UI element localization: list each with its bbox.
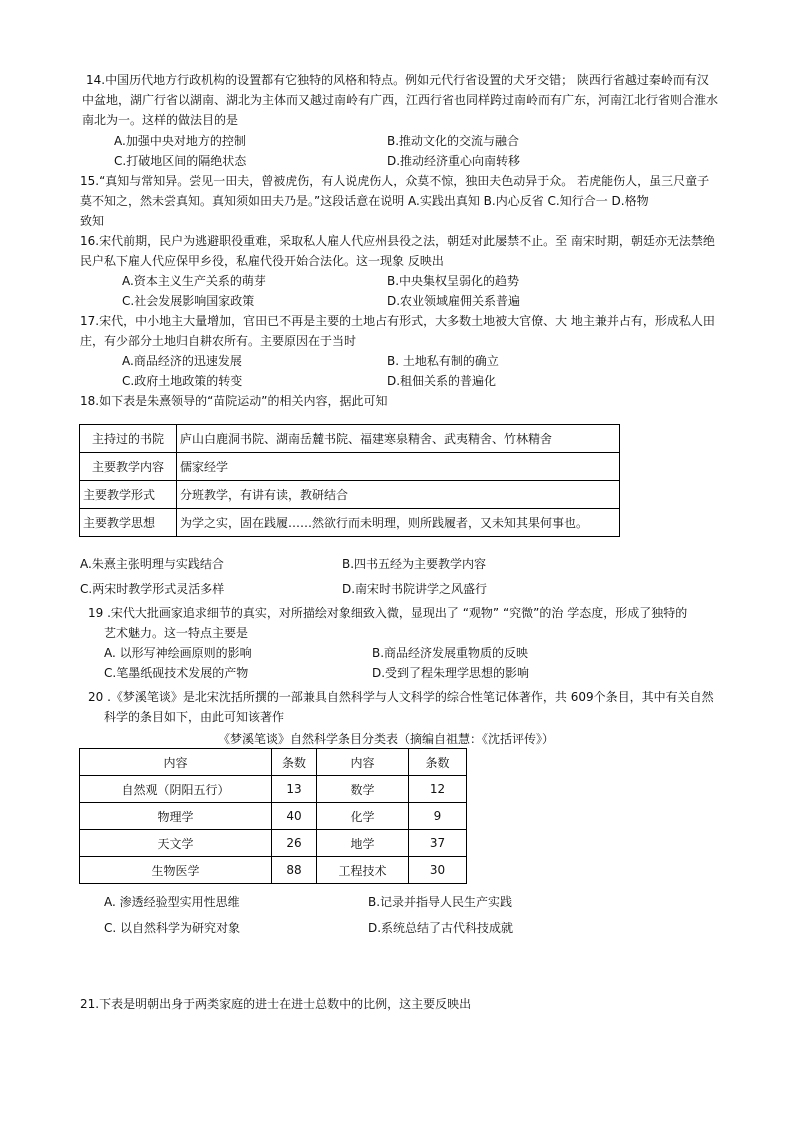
table-cell: 化学 (317, 803, 409, 830)
q18-option-c: C.两宋时教学形式灵活多样 (80, 582, 225, 596)
table-row (80, 803, 467, 830)
table-cell: 9 (409, 803, 467, 830)
q18-option-b: B.四书五经为主要教学内容 (342, 557, 487, 571)
table-cell: 40 (272, 803, 317, 830)
table-header-cell: 内容 (80, 749, 272, 776)
table-cell: 88 (272, 857, 317, 884)
q19-option-c: C.笔墨纸砚技术发展的产物 (104, 666, 249, 680)
q15-stem-line3: 致知 (80, 214, 105, 228)
table-cell: 12 (409, 776, 467, 803)
q19-option-d: D.受到了程朱理学思想的影响 (372, 666, 530, 680)
q14-stem-line1: 14.中国历代地方行政机构的设置都有它独特的风格和特点。例如元代行省设置的犬牙交错； 陕西行省越过秦岭而有汉 (86, 73, 709, 87)
q20-stem-line1: 20 .《梦溪笔谈》是北宋沈括所撰的一部兼具自然科学与人文科学的综合性笔记体著作，共 609个条目，其中有关自然 (88, 690, 714, 704)
q16-option-d: D.农业领域雇佣关系普遍 (387, 294, 521, 308)
table-row (80, 453, 620, 481)
table-cell: 儒家经学 (177, 453, 620, 481)
table-cell: 自然观（阴阳五行） (80, 776, 272, 803)
table-cell: 天文学 (80, 830, 272, 857)
q19-option-b: B.商品经济发展重物质的反映 (372, 646, 529, 660)
q18-option-d: D.南宋时书院讲学之风盛行 (342, 582, 488, 596)
table-cell: 庐山白鹿洞书院、湖南岳麓书院、福建寒泉精舍、武夷精舍、竹林精舍 (177, 425, 620, 453)
q14-option-d: D.推动经济重心向南转移 (387, 154, 521, 168)
q17-option-a: A.商品经济的迅速发展 (122, 354, 242, 368)
q15-stem-line2: 莫不知之，然未尝真知。真知须如田夫乃是。”这段话意在说明 A.实践出真知 B.内心反省 C.知行合一 D.格物 (80, 194, 649, 208)
table-cell: 30 (409, 857, 467, 884)
q20-option-d: D.系统总结了古代科技成就 (368, 921, 514, 935)
table-row (80, 509, 620, 537)
q14-option-a: A.加强中央对地方的控制 (114, 134, 246, 148)
q16-option-b: B.中央集权呈弱化的趋势 (387, 274, 520, 288)
table-cell: 工程技术 (317, 857, 409, 884)
q18-table (79, 424, 620, 537)
table-cell: 主持过的书院 (80, 425, 177, 453)
q16-stem-line2: 民户私下雇人代应保甲乡役，私雇代役开始合法化。这一现象 反映出 (80, 254, 444, 268)
table-header-cell: 条数 (272, 749, 317, 776)
q18-stem: 18.如下表是朱熹领导的“苗院运动”的相关内容，据此可知 (80, 394, 388, 408)
q19-option-a: A. 以形写神绘画原则的影响 (104, 646, 252, 660)
q15-stem-line1: 15.“真知与常知异。尝见一田夫，曾被虎伤，有人说虎伤人，众莫不惊，独田夫色动异于众。 若虎能伤人，虽三尺童子 (80, 174, 710, 188)
table-header-cell: 内容 (317, 749, 409, 776)
table-cell: 地学 (317, 830, 409, 857)
q16-option-a: A.资本主义生产关系的萌芽 (122, 274, 266, 288)
q19-stem-line2: 艺术魅力。这一特点主要是 (104, 626, 249, 640)
q14-option-c: C.打破地区间的隔绝状态 (114, 154, 247, 168)
q16-option-c: C.社会发展影响国家政策 (122, 294, 255, 308)
q14-stem-line3: 南北为一。这样的做法目的是 (82, 113, 239, 127)
q21-stem: 21.下表是明朝出身于两类家庭的进士在进士总数中的比例，这主要反映出 (80, 997, 472, 1011)
q17-option-d: D.租佃关系的普遍化 (387, 374, 497, 388)
table-cell: 生物医学 (80, 857, 272, 884)
q20-table (79, 748, 467, 884)
table-cell: 26 (272, 830, 317, 857)
table-cell: 为学之实，固在践履……然欲行而未明理，则所践履者，又未知其果何事也。 (177, 509, 620, 537)
q20-option-a: A. 渗透经验型实用性思维 (104, 895, 240, 909)
q14-option-b: B.推动文化的交流与融合 (387, 134, 520, 148)
q20-option-c: C. 以自然科学为研究对象 (104, 921, 241, 935)
q16-stem-line1: 16.宋代前期，民户为逃避职役重难，采取私人雇人代应州县役之法，朝廷对此屡禁不止。至 南宋时期，朝廷亦无法禁绝 (80, 234, 715, 248)
table-row (80, 776, 467, 803)
table-cell: 分班教学，有讲有读，教研结合 (177, 481, 620, 509)
table-row (80, 857, 467, 884)
q20-option-b: B.记录并指导人民生产实践 (368, 895, 513, 909)
q17-option-b: B. 土地私有制的确立 (387, 354, 499, 368)
q14-stem-line2: 中盆地，湖广行省以湖南、湖北为主体而又越过南岭有广西，江西行省也同样跨过南岭而有广东，河南江北行省则合淮水 (82, 93, 719, 107)
table-header-cell: 条数 (409, 749, 467, 776)
table-row (80, 830, 467, 857)
table-row (80, 425, 620, 453)
table-cell: 13 (272, 776, 317, 803)
table-cell: 37 (409, 830, 467, 857)
table-header-row (80, 749, 467, 776)
q17-stem-line1: 17.宋代，中小地主大量增加，官田已不再是主要的土地占有形式，大多数土地被大官僚、大 地主兼并占有，形成私人田 (80, 314, 715, 328)
table-cell: 主要教学内容 (80, 453, 177, 481)
q20-table-caption: 《梦溪笔谈》自然科学条目分类表（摘编自祖慧：《沈括评传》） (218, 732, 555, 746)
table-cell: 主要教学思想 (80, 509, 177, 537)
q20-stem-line2: 科学的条目如下，由此可知该著作 (104, 710, 285, 724)
table-cell: 物理学 (80, 803, 272, 830)
q18-option-a: A.朱熹主张明理与实践结合 (80, 557, 224, 571)
table-cell: 数学 (317, 776, 409, 803)
q17-option-c: C.政府土地政策的转变 (122, 374, 243, 388)
table-cell: 主要教学形式 (80, 481, 177, 509)
q19-stem-line1: 19 .宋代大批画家追求细节的真实，对所描绘对象细致入微，显现出了 “观物” “究微”的治 学态度，形成了独特的 (88, 606, 688, 620)
table-row (80, 481, 620, 509)
q17-stem-line2: 庄，有少部分土地归自耕农所有。主要原因在于当时 (80, 334, 357, 348)
